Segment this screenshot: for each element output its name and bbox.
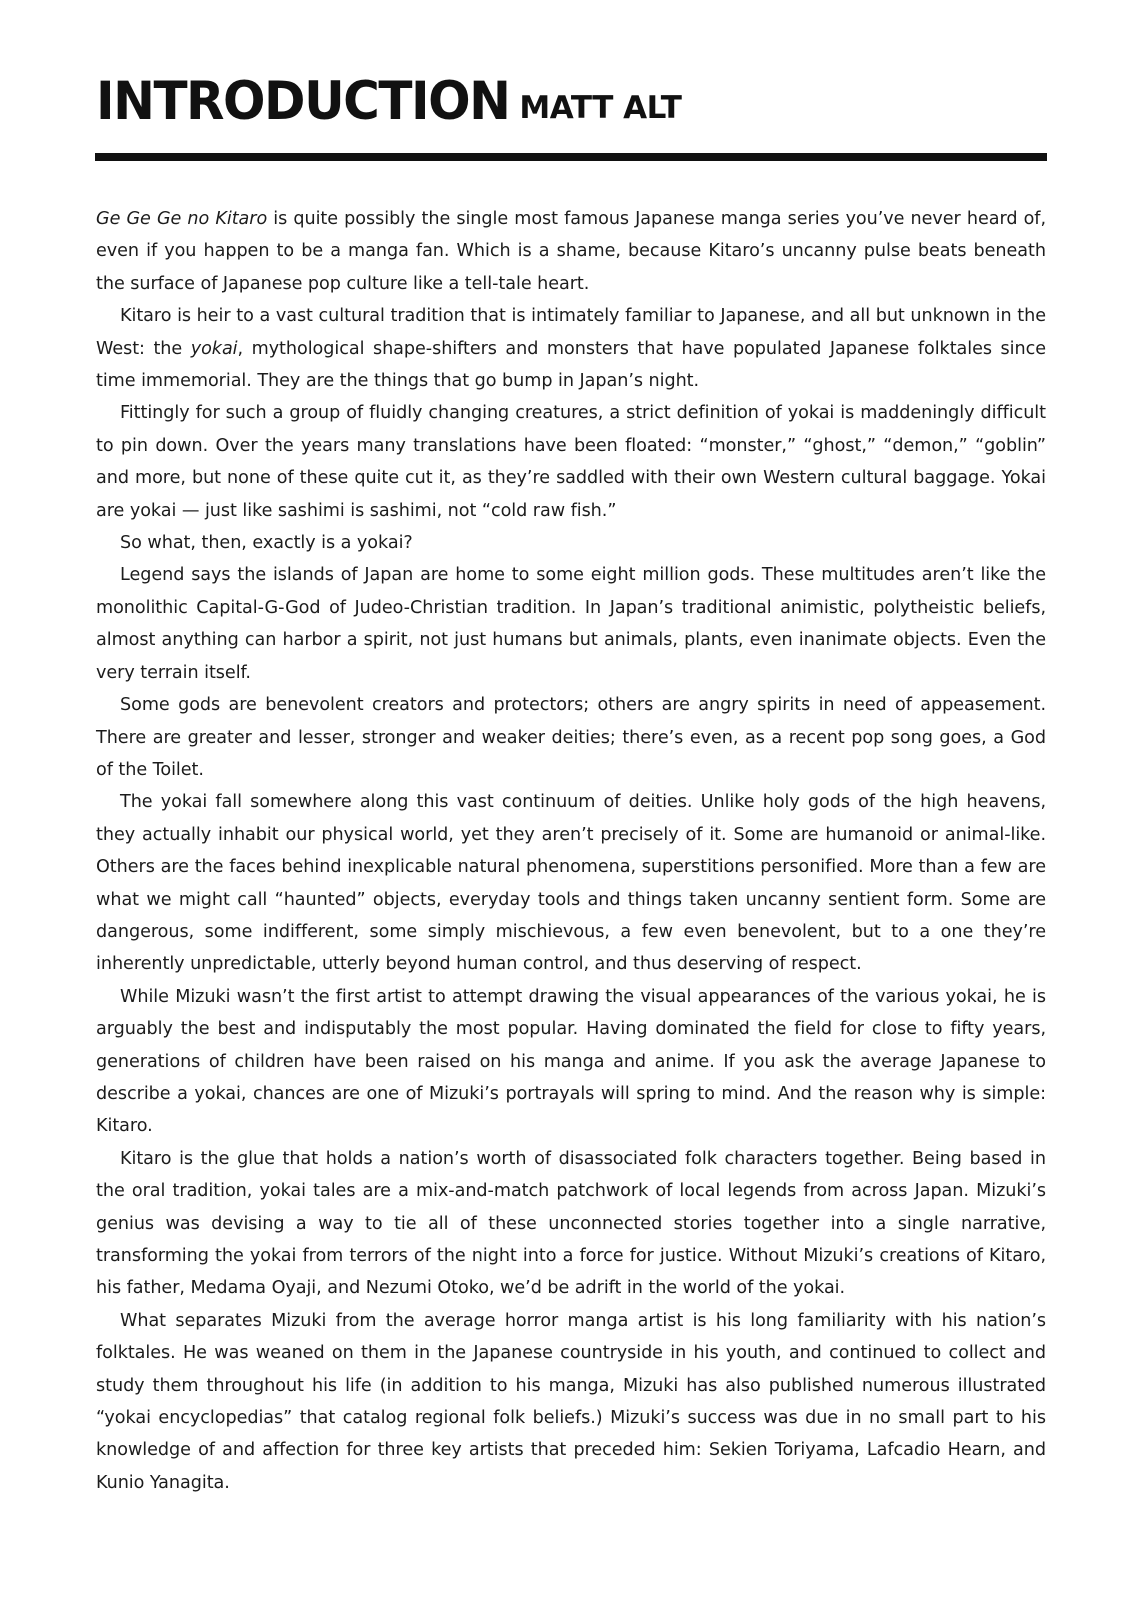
article-body (96, 203, 1046, 1499)
author-name: MATT ALT (519, 90, 682, 126)
paragraph: Kitaro is the glue that holds a nation’s worth of disassociated folk characters together. Being based in the oral tradition, yokai tales are a mix-and-match patchwork of local legends from across Japan. Mizuki’s genius was devising a way to tie all of these unconnected stories together into a single narrative, transforming the yokai from terrors of the night into a force for justice. Without Mizuki’s creations of Kitaro, his father, Medama Oyaji, and Nezumi Otoko, we’d be adrift in the world of the yokai. (96, 1148, 1046, 1299)
paragraph-text: Kitaro is heir to a vast cultural tradition that is intimately familiar to Japanese, and all but unknown in the West: the (96, 306, 1046, 359)
paragraph: The yokai fall somewhere along this vast continuum of deities. Unlike holy gods of the high heavens, they actually inhabit our physical world, yet they aren’t precisely of it. Some are humanoid or animal-like. Others are the faces behind inexplicable natural phenomena, superstitions personified. More than a few are what we might call “haunted” objects, everyday tools and things taken uncanny sentient form. Some are dangerous, some indifferent, some simply mischievous, a few even benevolent, but to a one they’re inherently unpredictable, utterly beyond human control, and thus deserving of respect. (96, 792, 1046, 975)
page-header (96, 70, 1046, 136)
paragraph: Fittingly for such a group of fluidly changing creatures, a strict definition of yokai is maddeningly difficult to pin down. Over the years many translations have been floated: “monster,” “ghost,” “demon,” “goblin” and more, but none of these quite cut it, as they’re saddled with their own Western cultural baggage. Yokai are yokai — just like sashimi is sashimi, not “cold raw fish.” (96, 403, 1046, 521)
paragraph: What separates Mizuki from the average horror manga artist is his long familiarity with his nation’s folktales. He was weaned on them in the Japanese countryside in his youth, and continued to collect and study them throughout his life (in addition to his manga, Mizuki has also published numerous illustrated “yokai encyclopedias” that catalog regional folk beliefs.) Mizuki’s success was due in no small part to his knowledge of and affection for three key artists that preceded him: Sekien Toriyama, Lafcadio Hearn, and Kunio Yanagita. (96, 1310, 1046, 1493)
paragraph (96, 300, 1046, 397)
paragraph: While Mizuki wasn’t the first artist to attempt drawing the visual appearances of the various yokai, he is arguably the best and indisputably the most popular. Having dominated the field for close to fifty years, generations of children have been raised on his manga and anime. If you ask the average Japanese to describe a yokai, chances are one of Mizuki’s portrayals will spring to mind. And the reason why is simple: Kitaro. (96, 986, 1046, 1137)
paragraph-text: is quite possibly the single most famous Japanese manga series you’ve never heard of, even if you happen to be a manga fan. Which is a shame, because Kitaro’s uncanny pulse beats beneath the surface of Japanese pop culture like a tell-tale heart. (96, 209, 1046, 294)
paragraph: So what, then, exactly is a yokai? (120, 533, 413, 554)
header-divider (95, 153, 1047, 161)
italic-title: Ge Ge Ge no Kitaro (96, 209, 268, 229)
paragraph: Some gods are benevolent creators and protectors; others are angry spirits in need of appeasement. There are greater and lesser, stronger and weaker deities; there’s even, as a recent pop song goes, a God of the Toilet. (96, 695, 1046, 780)
paragraph-text: , mythological shape-shifters and monsters that have populated Japanese folktales since time immemorial. They are the things that go bump in Japan’s night. (96, 338, 1046, 392)
page-title: INTRODUCTION (96, 70, 510, 132)
paragraph: Legend says the islands of Japan are home to some eight million gods. These multitudes aren’t like the monolithic Capital-G-God of Judeo-Christian tradition. In Japan’s traditional animistic, polytheistic beliefs, almost anything can harbor a spirit, not just humans but animals, plants, even inanimate objects. Even the very terrain itself. (96, 565, 1046, 683)
italic-term: yokai (190, 338, 238, 359)
paragraph (96, 203, 1046, 300)
